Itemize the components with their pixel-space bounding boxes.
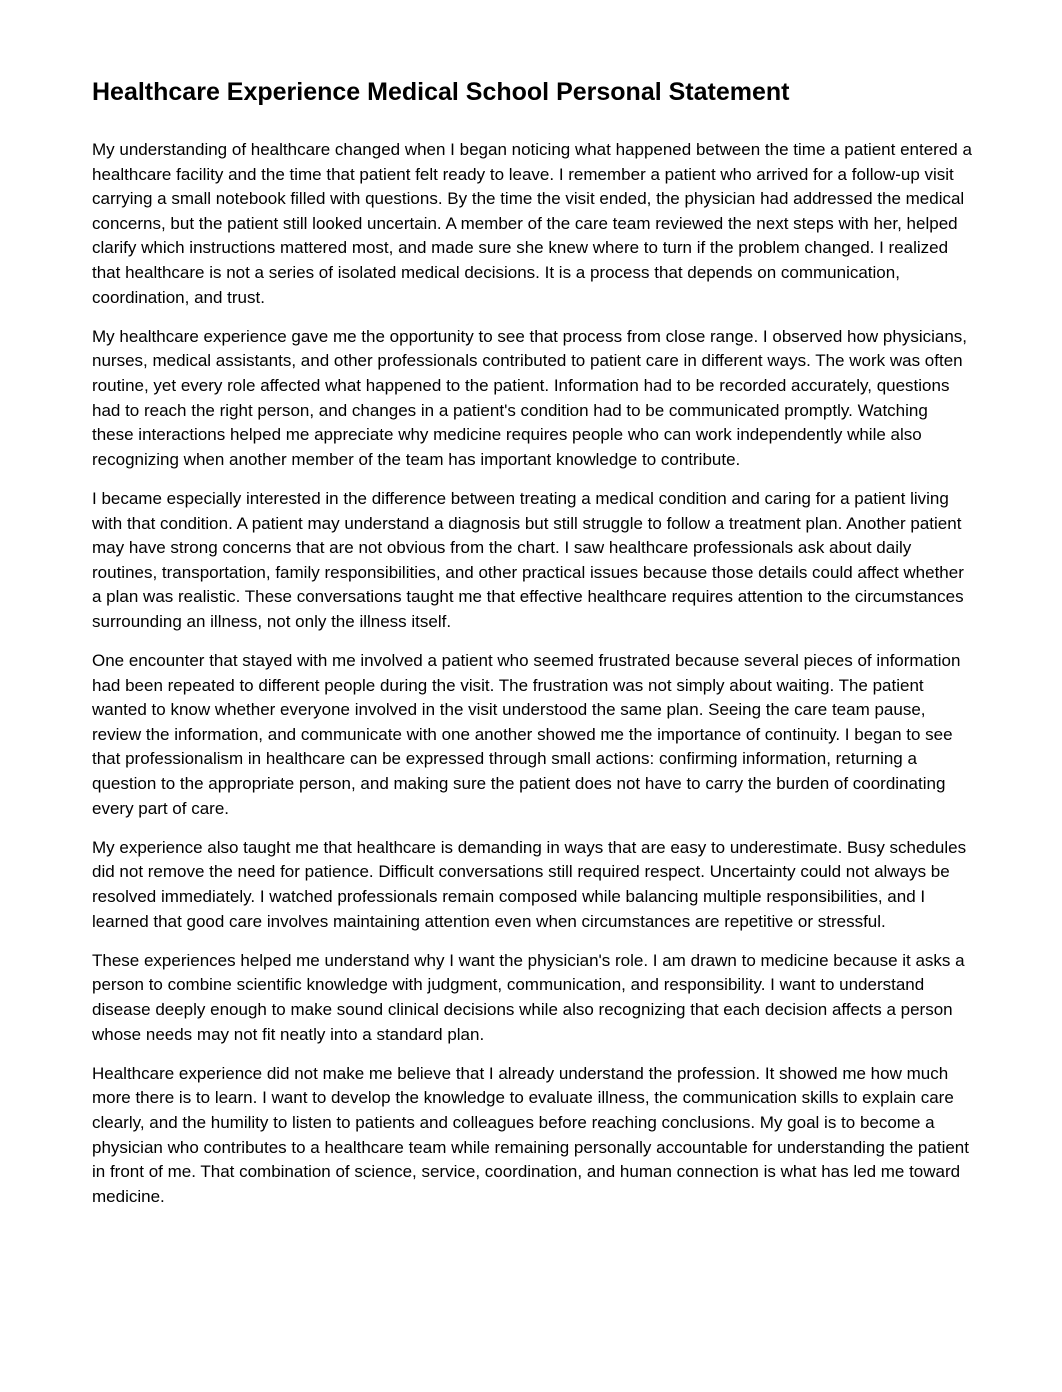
document-body bbox=[92, 76, 972, 1224]
paragraph-5: My experience also taught me that healthcare is demanding in ways that are easy to underestimate. Busy schedules did not remove the need for patience. Difficult conversations still required respect. Uncertainty could not always be resolved immediately. I watched professionals remain composed while balancing multiple responsibilities, and I learned that good care involves maintaining attention even when circumstances are repetitive or stressful. bbox=[92, 837, 967, 931]
paragraph-3: I became especially interested in the difference between treating a medical condition and caring for a patient living with that condition. A patient may understand a diagnosis but still struggle to follow a treatment plan. Another patient may have strong concerns that are not obvious from the chart. I saw healthcare professionals ask about daily routines, transportation, family responsibilities, and other practical issues because those details could affect whether a plan was realistic. These conversations taught me that effective healthcare requires attention to the circumstances surrounding an illness, not only the illness itself. bbox=[92, 488, 964, 631]
document-title: Healthcare Experience Medical School Personal Statement bbox=[92, 78, 790, 106]
paragraph-7: Healthcare experience did not make me believe that I already understand the profession. It showed me how much more there is to learn. I want to develop the knowledge to evaluate illness, the communication skills to explain care clearly, and the humility to listen to patients and colleagues before reaching conclusions. My goal is to become a physician who contributes to a healthcare team while remaining personally accountable for understanding the patient in front of me. That combination of science, service, coordination, and human connection is what has led me toward medicine. bbox=[92, 1063, 969, 1206]
paragraph-4: One encounter that stayed with me involved a patient who seemed frustrated because several pieces of information had been repeated to different people during the visit. The frustration was not simply about waiting. The patient wanted to know whether everyone involved in the visit understood the same plan. Seeing the care team pause, review the information, and communicate with one another showed me the importance of continuity. I began to see that professionalism in healthcare can be expressed through small actions: confirming information, returning a question to the appropriate person, and making sure the patient does not have to carry the burden of coordinating every part of care. bbox=[92, 651, 961, 818]
paragraph-6: These experiences helped me understand why I want the physician's role. I am drawn to medicine because it asks a person to combine scientific knowledge with judgment, communication, and responsibility. I want to understand disease deeply enough to make sound clinical decisions while also recognizing that each decision affects a person whose needs may not fit neatly into a standard plan. bbox=[92, 950, 965, 1044]
paragraph-1: My understanding of healthcare changed when I began noticing what happened between the time a patient entered a healthcare facility and the time that patient felt ready to leave. I remember a patient who arrived for a follow-up visit carrying a small notebook filled with questions. By the time the visit ended, the physician had addressed the medical concerns, but the patient still looked uncertain. A member of the care team reviewed the next steps with her, helped clarify which instructions mattered most, and made sure she knew where to turn if the problem changed. I realized that healthcare is not a series of isolated medical decisions. It is a process that depends on communication, coordination, and trust. bbox=[92, 140, 972, 307]
paragraph-2: My healthcare experience gave me the opportunity to see that process from close range. I observed how physicians, nurses, medical assistants, and other professionals contributed to patient care in different ways. The work was often routine, yet every role affected what happened to the patient. Information had to be recorded accurately, questions had to reach the right person, and changes in a patient's condition had to be communicated promptly. Watching these interactions helped me appreciate why medicine requires people who can work independently while also recognizing when another member of the team has important knowledge to contribute. bbox=[92, 326, 968, 469]
